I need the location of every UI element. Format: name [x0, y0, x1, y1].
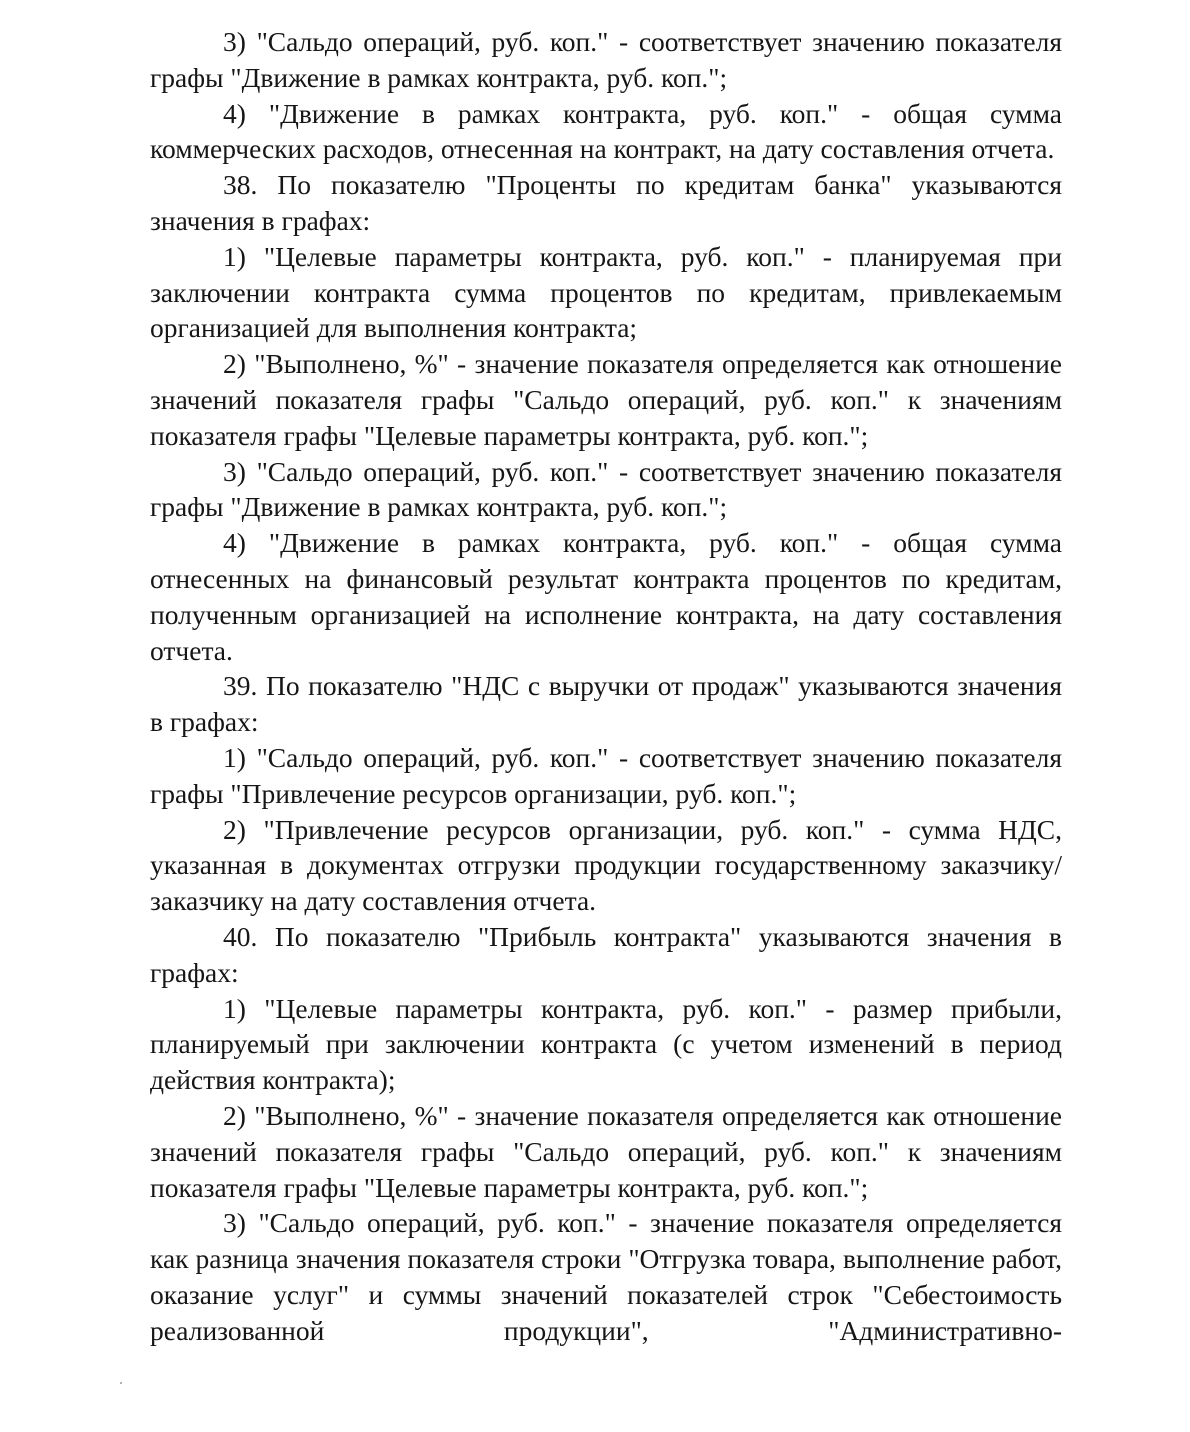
- paragraph-text: "Выполнено, %" - значение показателя определяется как отношение значений показателя графы "Сальдо операций, руб. коп." к значениям показателя графы "Целевые параметры контракта, руб. коп.";: [150, 1099, 1063, 1203]
- paragraph-item: [150, 24, 1062, 96]
- paragraph-text: "Движение в рамках контракта, руб. коп." - общая сумма отнесенных на финансовый результат контракта процентов по кредитам, полученным организацией на исполнение контракта, на дату составления отчета.: [150, 527, 1063, 666]
- paragraph-item: [150, 812, 1062, 919]
- paragraph-text: По показателю "Прибыль контракта" указываются значения в графах:: [150, 920, 1062, 988]
- paragraph-text: "Сальдо операций, руб. коп." - значение показателя определяется как разница значения показателя строки "Отгрузка товара, выполнение работ, оказание услуг" и суммы значений показателей строк "Себестоимость реализованной продукции", "Административно-: [150, 1207, 1062, 1346]
- scan-speck: [120, 1382, 122, 1384]
- paragraph-text: "Целевые параметры контракта, руб. коп." - планируемая при заключении контракта сумма процентов по кредитам, привлекаемым организацией для выполнения контракта;: [150, 240, 1062, 344]
- paragraph-item: [150, 167, 1062, 239]
- paragraph-item: [150, 525, 1062, 668]
- item-number: 1): [223, 741, 246, 773]
- item-number: 38.: [223, 169, 258, 201]
- item-number: 4): [223, 527, 246, 559]
- item-number: 4): [223, 97, 246, 129]
- item-number: 2): [223, 1099, 246, 1131]
- item-number: 2): [223, 348, 246, 380]
- paragraph-item: [150, 1098, 1062, 1205]
- paragraph-item: [150, 740, 1062, 812]
- paragraph-text: "Сальдо операций, руб. коп." - соответствует значению показателя графы "Движение в рамках контракта, руб. коп.";: [150, 455, 1063, 523]
- paragraph-item: [150, 454, 1062, 526]
- paragraph-text: По показателю "НДС с выручки от продаж" указываются значения в графах:: [150, 670, 1062, 738]
- item-number: 40.: [223, 920, 258, 952]
- paragraph-text: По показателю "Проценты по кредитам банка" указываются значения в графах:: [150, 169, 1062, 236]
- paragraph-text: "Сальдо операций, руб. коп." - соответствует значению показателя графы "Привлечение ресурсов организации, руб. коп.";: [150, 741, 1063, 809]
- paragraph-item: [150, 991, 1062, 1098]
- paragraph-item: [150, 919, 1062, 991]
- paragraph-text: "Целевые параметры контракта, руб. коп." - размер прибыли, планируемый при заключении контракта (с учетом изменений в период действия контракта);: [150, 992, 1062, 1096]
- paragraph-text: "Привлечение ресурсов организации, руб. коп." - сумма НДС, указанная в документах отгрузки продукции государственному заказчику/заказчику на дату составления отчета.: [150, 813, 1062, 917]
- paragraph-text: "Движение в рамках контракта, руб. коп." - общая сумма коммерческих расходов, отнесенная на контракт, на дату составления отчета.: [150, 97, 1063, 165]
- item-number: 3): [223, 455, 246, 487]
- item-number: 3): [223, 26, 246, 57]
- item-number: 2): [223, 813, 246, 845]
- paragraph-text: "Выполнено, %" - значение показателя определяется как отношение значений показателя графы "Сальдо операций, руб. коп." к значениям показателя графы "Целевые параметры контракта, руб. коп.";: [150, 348, 1063, 451]
- item-number: 3): [223, 1207, 246, 1239]
- item-number: 1): [223, 240, 246, 272]
- document-page: [150, 24, 1062, 1348]
- item-number: 1): [223, 992, 246, 1024]
- item-number: 39.: [223, 670, 258, 702]
- paragraph-text: "Сальдо операций, руб. коп." - соответствует значению показателя графы "Движение в рамках контракта, руб. коп.";: [150, 26, 1063, 93]
- paragraph-item: [150, 239, 1062, 346]
- paragraph-item: [150, 1205, 1062, 1348]
- paragraph-item: [150, 96, 1062, 168]
- paragraph-item: [150, 668, 1062, 740]
- paragraph-item: [150, 346, 1062, 453]
